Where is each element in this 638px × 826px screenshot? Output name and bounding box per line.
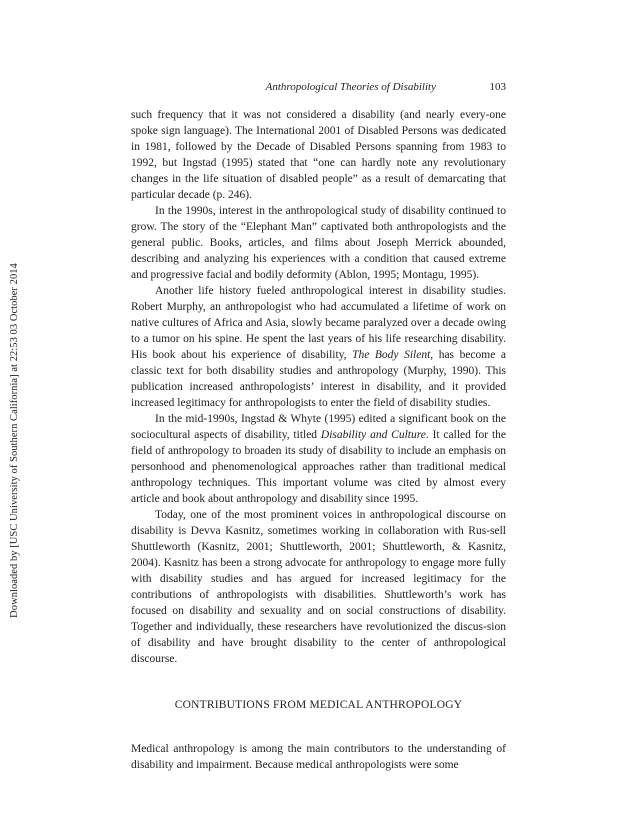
running-head-title: Anthropological Theories of Disability [265, 81, 436, 93]
paragraph-list [131, 107, 506, 667]
book-title: The Body Silent [352, 349, 431, 361]
paragraph-text: In the 1990s, interest in the anthropological study of disability continued to grow. The story of the “Elephant Man” captivated both anthropologists and the general public. Books, articles, and films about Joseph Merrick abounded, describing and analyzing his experiences with a condition that caused extreme and progressive facial and bodily deformity (Ablon, 1995; Montagu, 1995). [131, 205, 506, 281]
download-stamp-text: Downloaded by [USC University of Southern California] at 22:53 03 October 2014 [8, 262, 20, 618]
paragraph-text: , has become a classic text for both disability studies and anthropology (Murphy, 1990). This publication increased anthropologists’ interest in disability, and it provided increased legitimacy for anthropologists to enter the field of disability studies. [131, 349, 506, 409]
paragraph-text: . It called for the field of anthropology to broaden its study of disability to include an emphasis on personhood and phenomenological approaches rather than traditional medical anthropology techniques. This important volume was cited by almost every article and book about anthropology and disability since 1995. [131, 429, 506, 505]
paragraph-text: Today, one of the most prominent voices in anthropological discourse on disability is Devva Kasnitz, sometimes working in collaboration with Rus-sell Shuttleworth (Kasnitz, 2001; Shuttleworth, 2001; Shuttleworth, & Kasnitz, 2004). Kasnitz has been a strong advocate for anthropology to engage more fully with disability studies and has argued for increased legitimacy for the contributions of anthropologists with disabilities. Shuttleworth’s work has focused on disability and sexuality and on social constructions of disability. Together and individually, these researchers have revolutionized the discus-sion of disability and have brought disability to the center of anthropological discourse. [131, 509, 506, 665]
book-title: Disability and Culture [320, 429, 426, 441]
download-stamp [4, 260, 24, 620]
paragraph [131, 507, 506, 667]
paragraph [131, 283, 506, 411]
paragraph: Medical anthropology is among the main contributors to the understanding of disability and impairment. Because medical anthropologists were some [131, 743, 506, 771]
paragraph-text: In the mid-1990s, Ingstad & Whyte (1995) edited a significant book on the sociocultural aspects of disability, titled [131, 413, 506, 441]
paragraph [131, 107, 506, 203]
paragraph [131, 411, 506, 507]
paragraph-text: such frequency that it was not considered a disability (and nearly every-one spoke sign language). The International 2001 of Disabled Persons was dedicated in 1981, followed by the Decade of Disabled Persons spanning from 1983 to 1992, but Ingstad (1995) stated that “one can hardly note any revolutionary changes in the life situation of disabled people” as a result of demarcating that particular decade (p. 246). [131, 109, 506, 201]
section-heading: CONTRIBUTIONS FROM MEDICAL ANTHROPOLOGY [174, 699, 463, 711]
paragraph-text: Another life history fueled anthropological interest in disability studies. Robert Murphy, an anthropologist who had accumulated a lifetime of work on native cultures of Africa and Asia, slowly became paralyzed over a decade owing to a tumor on his spine. He spent the last years of his life researching disability. His book about his experience of disability, [131, 285, 506, 361]
body-text [131, 107, 506, 773]
page-number: 103 [489, 81, 506, 93]
paragraph [131, 203, 506, 283]
